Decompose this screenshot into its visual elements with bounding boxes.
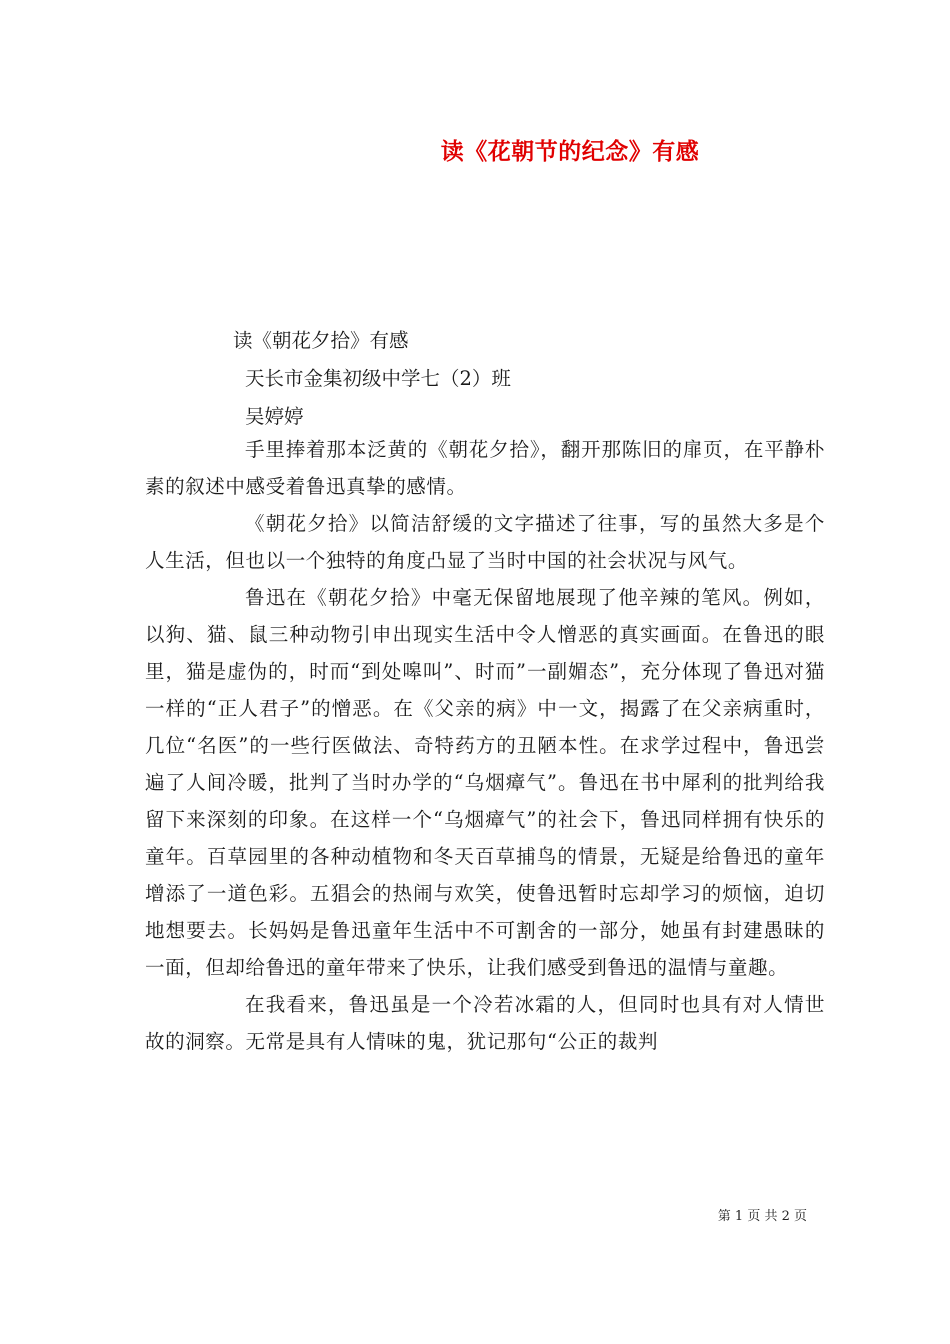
- document-title: 读《花朝节的纪念》有感: [440, 139, 700, 165]
- school-class-line: 天长市金集初级中学七（2）班: [245, 367, 511, 390]
- page-number: 第 1 页 共 2 页: [717, 1209, 807, 1224]
- paragraph: 在我看来，鲁迅虽是一个冷若冰霜的人，但同时也具有对人情世故的洞察。无常是具有人情味的鬼，犹记那句“公正的裁判: [145, 993, 825, 1053]
- article-body: [145, 431, 825, 1060]
- document-subtitle: 读《朝花夕拾》有感: [233, 329, 409, 352]
- paragraph: 鲁迅在《朝花夕拾》中毫无保留地展现了他辛辣的笔风。例如，以狗、猫、鼠三种动物引申出现实生活中令人憎恶的真实画面。在鲁迅的眼里，猫是虚伪的，时而“到处嗥叫”、时而”一副媚态”，充分体现了鲁迅对猫一样的“正人君子”的憎恶。在《父亲的病》中一文，揭露了在父亲病重时，几位“名医”的一些行医做法、奇特药方的丑陋本性。在求学过程中，鲁迅尝遍了人间冷暖，批判了当时办学的“乌烟瘴气”。鲁迅在书中犀利的批判给我留下来深刻的印象。在这样一个“乌烟瘴气”的社会下，鲁迅同样拥有快乐的童年。百草园里的各种动植物和冬天百草捕鸟的情景，无疑是给鲁迅的童年增添了一道色彩。五猖会的热闹与欢笑，使鲁迅暂时忘却学习的烦恼，迫切地想要去。长妈妈是鲁迅童年生活中不可割舍的一部分，她虽有封建愚昧的一面，但却给鲁迅的童年带来了快乐，让我们感受到鲁迅的温情与童趣。: [145, 586, 825, 979]
- paragraph: 手里捧着那本泛黄的《朝花夕拾》，翻开那陈旧的扉页，在平静朴素的叙述中感受着鲁迅真挚的感情。: [145, 438, 825, 498]
- paragraph: 《朝花夕拾》以简洁舒缓的文字描述了往事，写的虽然大多是个人生活，但也以一个独特的角度凸显了当时中国的社会状况与风气。: [145, 512, 825, 572]
- author-name: 吴婷婷: [245, 405, 304, 428]
